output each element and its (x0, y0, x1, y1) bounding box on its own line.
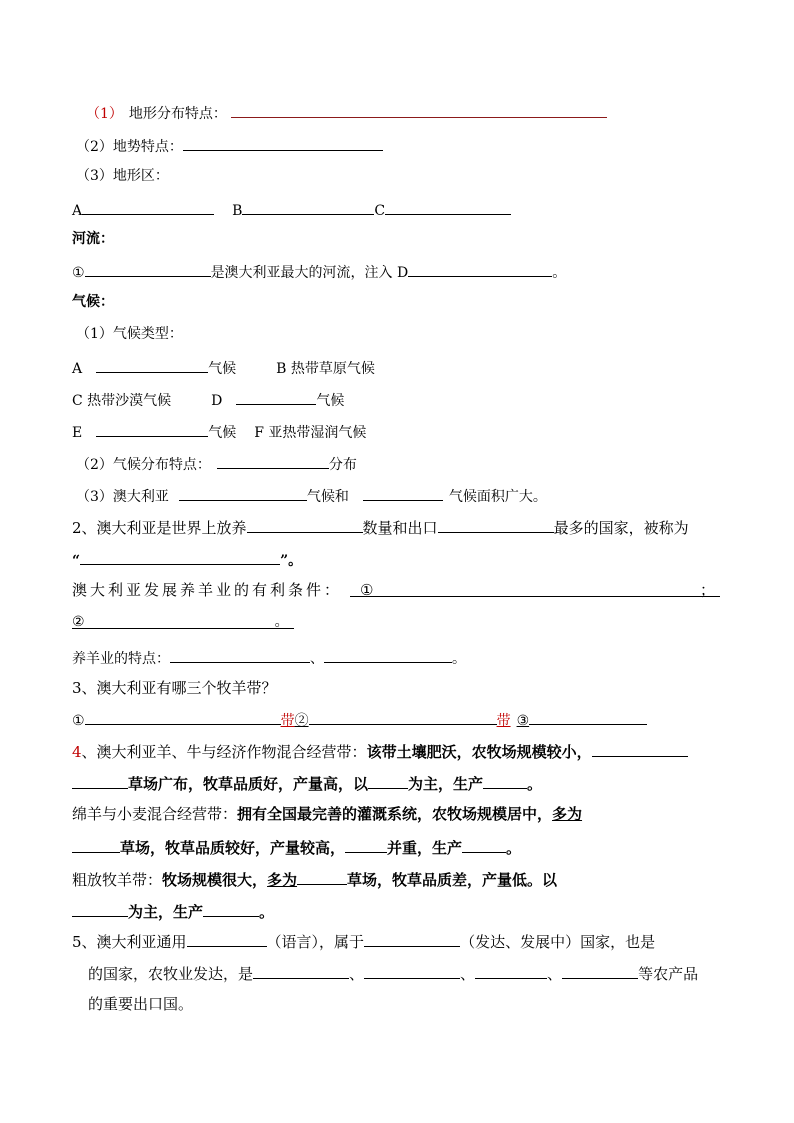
answer-blank[interactable] (562, 962, 638, 979)
punct: 。 (527, 775, 543, 793)
climate-f: F 亚热带湿润气候 (254, 425, 367, 441)
band-label: 带 (280, 713, 295, 729)
answer-blank[interactable] (72, 900, 128, 917)
q2-features (72, 646, 466, 669)
answer-blank[interactable] (368, 772, 408, 789)
answer-blank[interactable] (183, 134, 383, 151)
q2-advantages (72, 580, 720, 600)
terrain-q3 (76, 166, 169, 186)
answer-blank[interactable] (364, 962, 460, 979)
q4-text: 并重，生产 (387, 839, 463, 857)
answer-blank[interactable] (187, 930, 267, 947)
q4-text: 草场，牧草品质较好，产量较高， (120, 839, 346, 857)
punct: 。 (274, 614, 289, 630)
q5-line3: 的重要出口国。 (88, 995, 194, 1013)
terrain-q2-label: （2）地势特点： (76, 139, 183, 155)
climate-suffix: 气候 (316, 393, 345, 409)
q2-nickname (72, 548, 302, 571)
answer-blank[interactable] (247, 516, 363, 533)
answer-blank[interactable] (364, 930, 460, 947)
answer-blank[interactable] (592, 740, 688, 757)
answer-blank[interactable] (170, 646, 310, 663)
answer-blank[interactable] (179, 484, 307, 501)
q4-text: 为主，生产 (408, 775, 484, 793)
answer-blank[interactable] (231, 101, 607, 118)
answer-blank[interactable] (80, 548, 280, 565)
answer-blank[interactable] (324, 646, 452, 663)
answer-blank[interactable] (350, 580, 700, 597)
circle-1: ① (72, 713, 85, 729)
answer-blank[interactable] (72, 772, 128, 789)
terrain-q3-label: （3）地形区： (76, 168, 169, 184)
climate-row-cd (72, 388, 344, 411)
label-b: B (232, 203, 243, 219)
punct: 。 (452, 651, 466, 667)
answer-blank[interactable] (475, 962, 547, 979)
q4-line1 (72, 740, 688, 762)
punct: 。 (259, 903, 275, 921)
answer-blank[interactable] (85, 260, 211, 277)
punct: 、 (310, 651, 324, 667)
answer-blank[interactable] (462, 836, 506, 853)
q4-line3 (72, 804, 582, 824)
q5-text: 等农产品 (638, 965, 699, 983)
q2-suffix: 最多的国家，被称为 (553, 519, 689, 537)
answer-blank[interactable] (483, 772, 527, 789)
climate-row-ab (72, 356, 375, 379)
q4-plain: 绵羊与小麦混合经营带： (72, 805, 238, 823)
q4-plain: 粗放牧羊带： (72, 871, 163, 889)
q5-line2 (88, 962, 698, 984)
terrain-regions (72, 198, 511, 221)
circle-2: ② (72, 614, 85, 630)
q5-prefix: 5、澳大利亚通用 (72, 933, 187, 951)
punct: 、 (547, 965, 563, 983)
answer-blank[interactable] (700, 580, 720, 597)
answer-blank[interactable] (363, 484, 443, 501)
circle-1: ① (360, 581, 374, 599)
answer-blank[interactable] (85, 708, 281, 725)
q4-line4 (72, 836, 521, 858)
q4-underlined: 多为 (267, 871, 298, 889)
q5-line1 (72, 930, 655, 952)
climate-row-ef (72, 420, 366, 443)
q5-text: （语言），属于 (266, 933, 365, 951)
q4-number: 4 (72, 743, 82, 761)
answer-blank[interactable] (408, 260, 552, 277)
terrain-q2 (76, 134, 383, 157)
terrain-q1-number: （1） (86, 106, 123, 122)
climate-q3-mid: 气候和 (306, 489, 349, 505)
rivers-heading: 河流： (72, 231, 114, 247)
climate-suffix: 分布 (328, 457, 357, 473)
circle-1: ① (72, 265, 85, 281)
climate-suffix: 气候 (208, 425, 237, 441)
punct: 、 (460, 965, 476, 983)
answer-blank[interactable] (96, 420, 208, 437)
climate-q3-prefix: （3）澳大利亚 (76, 489, 169, 505)
punct: 、 (349, 965, 365, 983)
label-a: A (72, 203, 83, 219)
q3-bands (72, 708, 647, 731)
answer-blank[interactable] (72, 612, 294, 629)
q4-line5 (72, 868, 557, 890)
label-e: E (72, 425, 83, 441)
answer-blank[interactable] (438, 516, 554, 533)
open-quote: “ (72, 553, 81, 569)
q4-underlined: 多为 (552, 805, 583, 823)
q2-mid: 数量和出口 (362, 519, 438, 537)
label-a: A (72, 361, 83, 377)
answer-blank[interactable] (385, 198, 511, 215)
climate-heading: 气候： (72, 294, 114, 310)
q2-advantage-2 (72, 612, 294, 632)
answer-blank[interactable] (345, 836, 387, 853)
climate-c: C 热带沙漠气候 (72, 393, 172, 409)
q4-bold: 该带土壤肥沃，农牧场规模较小， (366, 743, 592, 761)
label-d: D (211, 393, 223, 409)
rivers-q (72, 260, 566, 283)
punct: 。 (506, 839, 522, 857)
climate-q2-label: （2）气候分布特点： (76, 457, 211, 473)
features-label: 养羊业的特点： (72, 651, 170, 667)
answer-blank[interactable] (217, 452, 329, 469)
advantage-label: 澳大利亚发展养羊业的有利条件： (72, 581, 343, 599)
climate-q3-suffix: 气候面积广大。 (448, 489, 547, 505)
q4-text: 为主，生产 (128, 903, 204, 921)
answer-blank[interactable] (203, 900, 259, 917)
answer-blank[interactable] (309, 708, 497, 725)
band-label: 带 (496, 713, 511, 729)
terrain-q1 (86, 101, 607, 124)
q3-question: 3、澳大利亚有哪三个牧羊带？ (72, 679, 277, 697)
climate-q3 (76, 484, 547, 507)
answer-blank[interactable] (253, 962, 349, 979)
q4-plain: 、澳大利亚羊、牛与经济作物混合经营带： (81, 743, 367, 761)
q4-text: 草场广布，牧草品质好，产量高，以 (128, 775, 369, 793)
answer-blank[interactable] (72, 836, 120, 853)
q4-bold: 拥有全国最完善的灌溉系统，农牧场规模居中， (237, 805, 553, 823)
terrain-q1-label: 地形分布特点： (128, 106, 227, 122)
q4-bold: 牧场规模很大， (162, 871, 268, 889)
answer-blank[interactable] (529, 708, 647, 725)
climate-b: B 热带草原气候 (276, 361, 375, 377)
rivers-text: 是澳大利亚最大的河流，注入 D (210, 265, 409, 281)
climate-suffix: 气候 (208, 361, 237, 377)
q4-line2 (72, 772, 542, 794)
q5-text: 的国家，农牧业发达，是 (88, 965, 254, 983)
answer-blank[interactable] (236, 388, 316, 405)
punct: 。 (552, 265, 567, 281)
answer-blank[interactable] (96, 356, 208, 373)
q5-text: （发达、发展中）国家，也是 (460, 933, 656, 951)
climate-q2 (76, 452, 357, 475)
circle-2: ② (294, 713, 309, 729)
q2-prefix: 2、澳大利亚是世界上放养 (72, 519, 247, 537)
close-quote: ”。 (280, 553, 303, 569)
answer-blank[interactable] (82, 198, 214, 215)
climate-q1: （1）气候类型： (76, 326, 183, 342)
q4-line6 (72, 900, 274, 922)
q4-bold: 草场，牧草品质差，产量低。以 (347, 871, 558, 889)
answer-blank[interactable] (242, 198, 374, 215)
q2-line1 (72, 516, 689, 538)
circle-3: ③ (516, 713, 530, 729)
punct: ； (700, 581, 716, 599)
label-c: C (374, 203, 386, 219)
answer-blank[interactable] (297, 868, 347, 885)
